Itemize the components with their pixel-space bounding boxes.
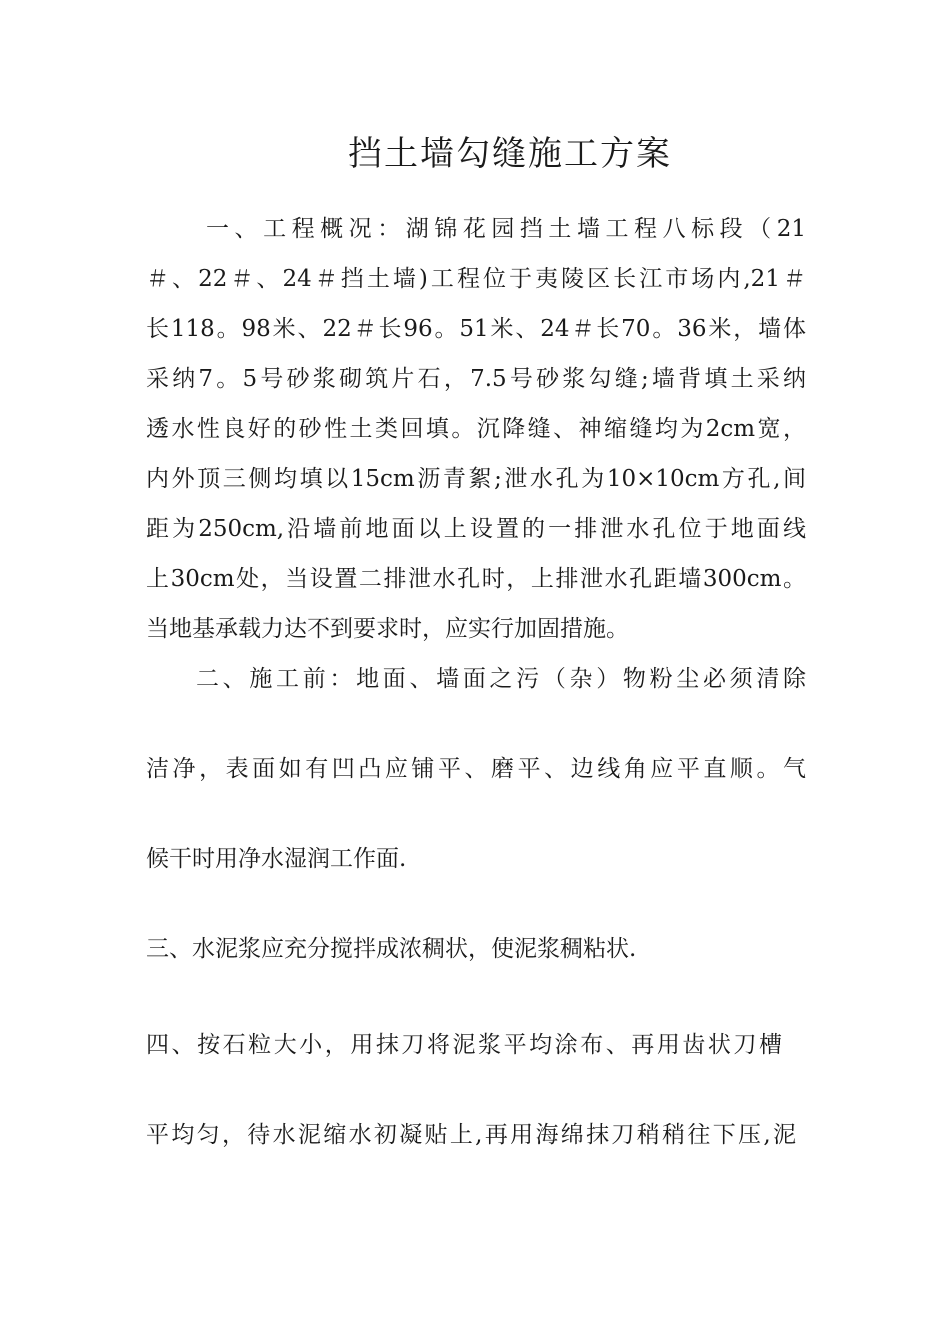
paragraph-line-2: ＃、22＃、24＃挡土墙)工程位于夷陵区长江市场内,21＃ xyxy=(146,266,806,292)
paragraph-line-14: 四、按石粒大小，用抹刀将泥浆平均涂布、再用齿状刀槽 xyxy=(146,1032,782,1058)
paragraph-line-7: 距为250cm,沿墙前地面以上设置的一排泄水孔位于地面线 xyxy=(146,516,806,542)
paragraph-line-1: 一、工程概况：湖锦花园挡土墙工程八标段（21 xyxy=(206,216,806,242)
paragraph-line-5: 透水性良好的砂性土类回填。沉降缝、神缩缝均为2cm宽， xyxy=(146,416,806,442)
paragraph-line-3: 长118。98米、22＃长96。51米、24＃长70。36米，墙体 xyxy=(146,316,806,342)
paragraph-line-4: 采纳7。5号砂浆砌筑片石，7.5号砂浆勾缝;墙背填土采纳 xyxy=(146,366,806,392)
paragraph-line-10: 二、施工前：地面、墙面之污（杂）物粉尘必须清除 xyxy=(196,666,806,692)
paragraph-line-11: 洁净，表面如有凹凸应铺平、磨平、边线角应平直顺。气 xyxy=(146,756,806,782)
paragraph-line-9: 当地基承载力达不到要求时，应实行加固措施。 xyxy=(146,616,629,642)
paragraph-line-12: 候干时用净水湿润工作面. xyxy=(146,846,407,872)
document-title: 挡土墙勾缝施工方案 xyxy=(348,134,672,174)
paragraph-line-13: 三、水泥浆应充分搅拌成浓稠状，使泥浆稠粘状. xyxy=(146,936,637,962)
paragraph-line-6: 内外顶三侧均填以15cm沥青絮;泄水孔为10×10cm方孔,间 xyxy=(146,466,806,492)
paragraph-line-8: 上30cm处，当设置二排泄水孔时，上排泄水孔距墙300cm。 xyxy=(146,566,806,592)
paragraph-line-15: 平均匀，待水泥缩水初凝贴上,再用海绵抹刀稍稍往下压,泥 xyxy=(146,1122,796,1148)
